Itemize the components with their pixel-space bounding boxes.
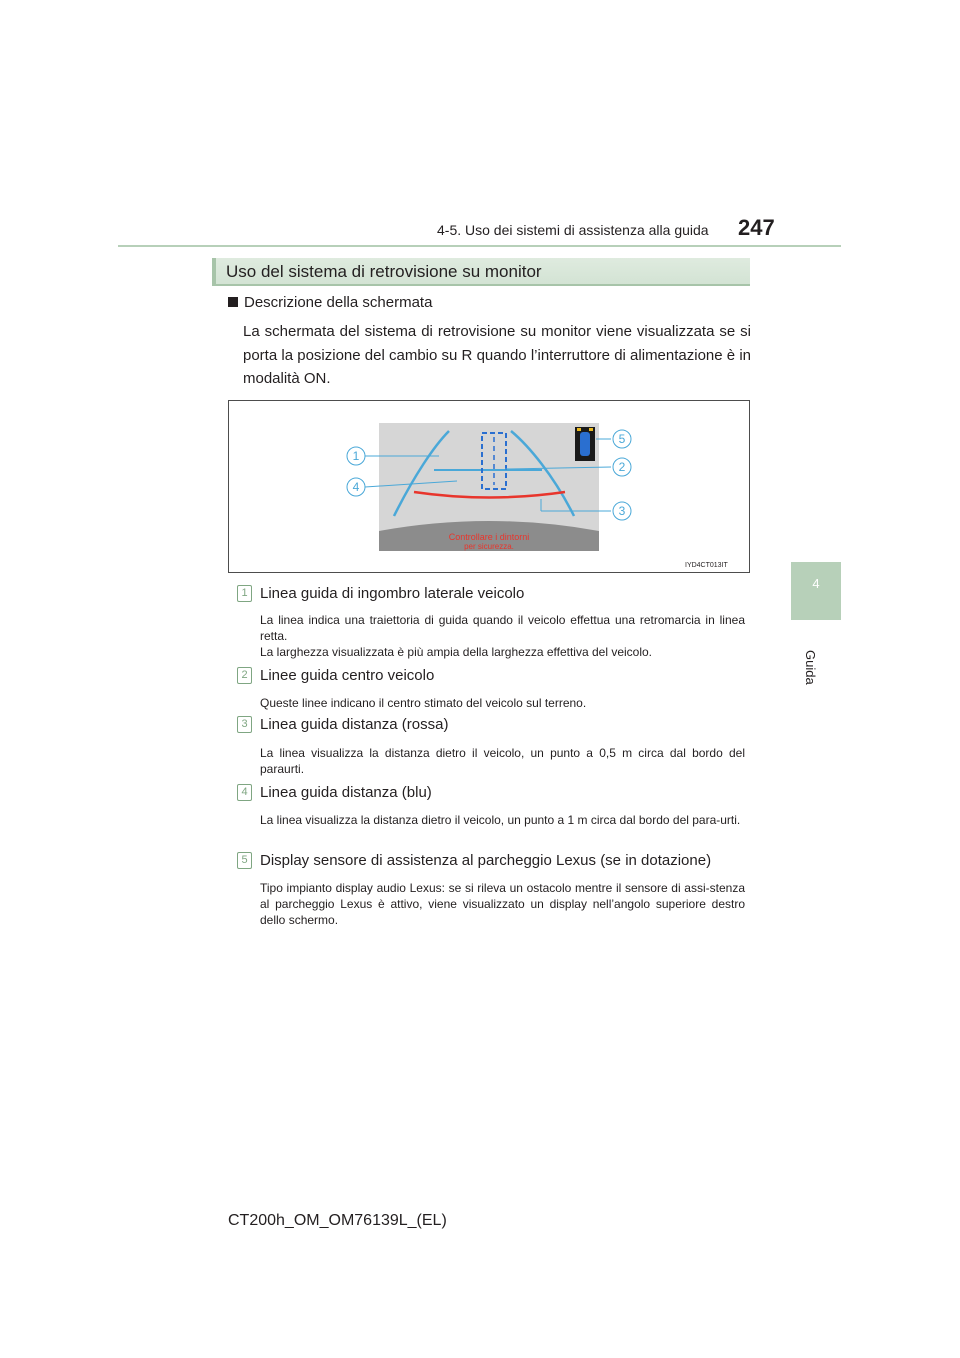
- parking-sensor-left: [577, 428, 581, 431]
- section-title-bar: [212, 258, 750, 286]
- item-desc-2: Queste linee indicano il centro stimato del veicolo sul terreno.: [260, 696, 587, 710]
- screen-caption-line1: Controllare i dintorni: [448, 532, 530, 542]
- item-number-1: 1: [237, 585, 252, 602]
- item-number-3: 3: [237, 716, 252, 733]
- item-title-2: Linee guida centro veicolo: [260, 667, 435, 684]
- chapter-tab: [791, 562, 841, 620]
- parking-sensor-right: [589, 428, 593, 431]
- callout-3-label: 3: [618, 504, 626, 518]
- item-desc-3: La linea visualizza la distanza dietro il veicolo, un punto a 0,5 m circa dal bordo del paraurti.: [260, 746, 745, 776]
- item-desc-4: La linea visualizza la distanza dietro il veicolo, un punto a 1 m circa dal bordo del para-urti.: [260, 813, 741, 827]
- item-title-3: Linea guida distanza (rossa): [260, 716, 449, 733]
- chapter-label: Guida: [803, 650, 818, 685]
- chapter-number: 4: [812, 576, 820, 591]
- subheading: [228, 294, 432, 311]
- intro-paragraph: La schermata del sistema di retrovisione su monitor viene visualizzata se si porta la posizione del cambio su R quando l’interruttore di alimentazione è in modalità ON.: [243, 323, 751, 387]
- item-number-4: 4: [237, 784, 252, 801]
- rear-view-illustration: [229, 401, 749, 572]
- section-title: Uso del sistema di retrovisione su monitor: [226, 262, 542, 281]
- item-desc-5: Tipo impianto display audio Lexus: se si rileva un ostacolo mentre il sensore di assi-stenza al parcheggio Lexus è attivo, viene visualizzato un display nell’angolo superiore destro dello schermo.: [260, 881, 745, 927]
- site-watermark: carmanualsonline.info: [693, 1332, 853, 1349]
- parking-sensor-car: [580, 432, 590, 456]
- header-rule: [118, 245, 841, 247]
- screen-caption-line2: per sicurezza.: [464, 542, 514, 551]
- figure-code: IYD4CT013IT: [685, 562, 728, 569]
- callout-4-label: 4: [352, 480, 360, 494]
- callout-1-label: 1: [352, 449, 360, 463]
- callout-2-label: 2: [618, 460, 626, 474]
- item-desc-1: La linea indica una traiettoria di guida quando il veicolo effettua una retromarcia in linea retta. La larghezza visualizzata è più ampia della larghezza effettiva del veicolo.: [260, 613, 745, 659]
- callout-5-label: 5: [618, 432, 626, 446]
- item-title-4: Linea guida distanza (blu): [260, 784, 432, 801]
- running-header: 4-5. Uso dei sistemi di assistenza alla guida: [437, 222, 709, 238]
- item-number-5: 5: [237, 852, 252, 869]
- item-title-1: Linea guida di ingombro laterale veicolo: [260, 585, 525, 602]
- subheading-text: Descrizione della schermata: [244, 294, 433, 311]
- rear-view-figure: [228, 400, 750, 573]
- bullet-square-icon: [228, 297, 238, 307]
- item-title-5: Display sensore di assistenza al parcheggio Lexus (se in dotazione): [260, 852, 712, 869]
- item-number-2: 2: [237, 667, 252, 684]
- page-number: 247: [738, 215, 775, 240]
- document-code-footer: CT200h_OM_OM76139L_(EL): [228, 1212, 447, 1229]
